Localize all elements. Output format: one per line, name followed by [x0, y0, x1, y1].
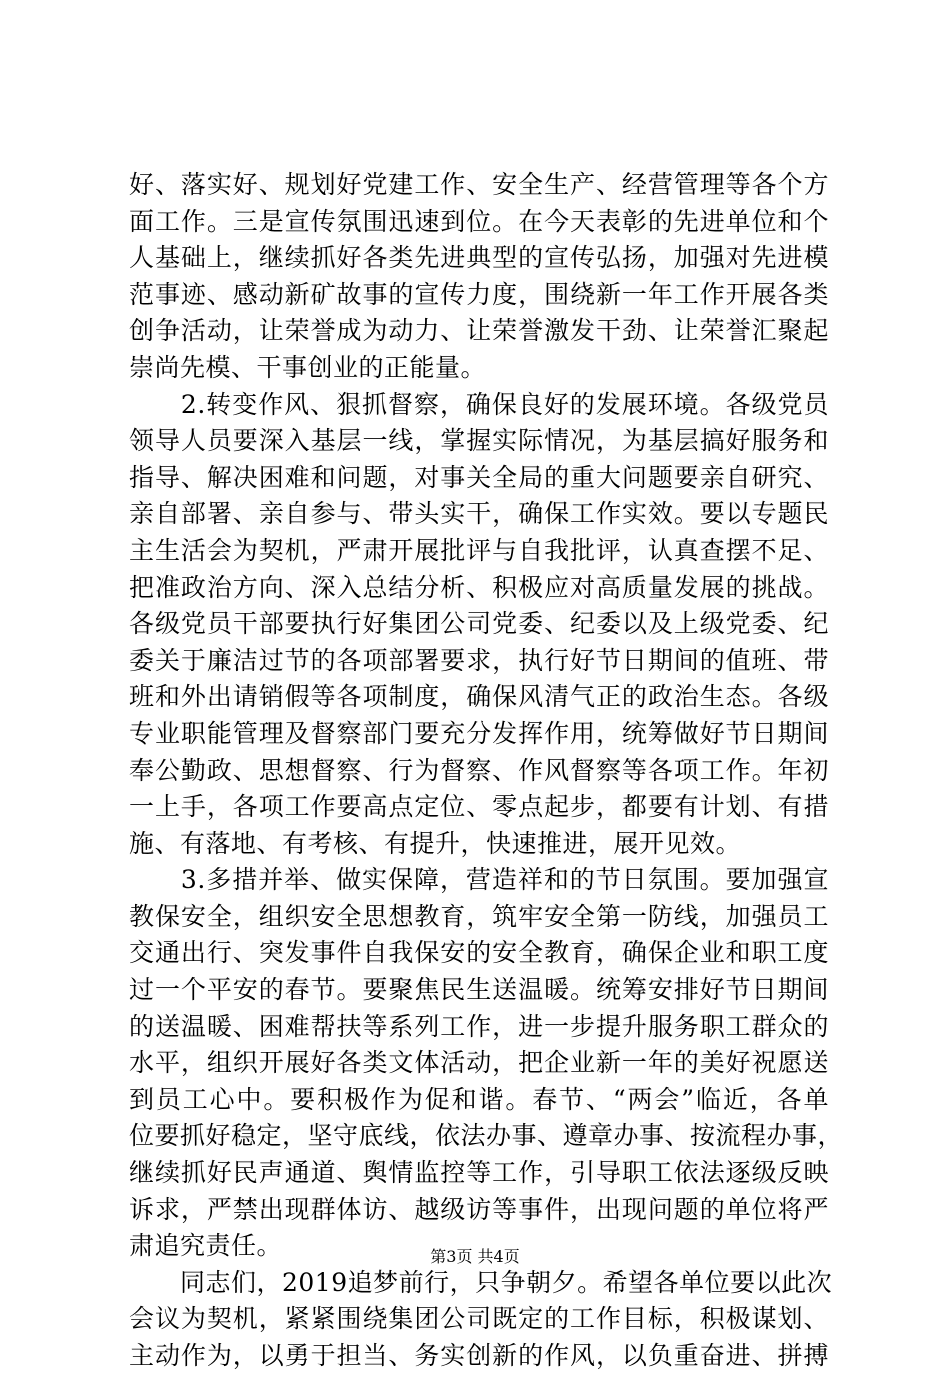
text-line: 2.转变作风、狠抓督察，确保良好的发展环境。各级党员 — [129, 389, 829, 419]
text-line: 人基础上，继续抓好各类先进典型的宣传弘扬，加强对先进模 — [129, 243, 829, 273]
text-line: 施、有落地、有考核、有提升，快速推进，展开见效。 — [129, 828, 742, 858]
text-line: 指导、解决困难和问题，对事关全局的重大问题要亲自研究、 — [129, 462, 829, 492]
text-line: 位要抓好稳定，坚守底线，依法办事、遵章办事、按流程办事， — [129, 1121, 844, 1151]
text-line: 奉公勤政、思想督察、行为督察、作风督察等各项工作。年初 — [129, 755, 829, 785]
text-line: 主生活会为契机，严肃开展批评与自我批评，认真查摆不足、 — [129, 535, 829, 565]
body-text — [129, 167, 844, 1375]
text-line: 继续抓好民声通道、舆情监控等工作，引导职工依法逐级反映 — [129, 1158, 829, 1188]
text-line: 的送温暖、困难帮扶等系列工作，进一步提升服务职工群众的 — [129, 1011, 829, 1041]
text-line: 教保安全，组织安全思想教育，筑牢安全第一防线，加强员工 — [129, 901, 829, 931]
text-line: 水平，组织开展好各类文体活动，把企业新一年的美好祝愿送 — [129, 1048, 829, 1078]
text-line: 一上手，各项工作要高点定位、零点起步，都要有计划、有措 — [129, 792, 829, 822]
text-line: 范事迹、感动新矿故事的宣传力度，围绕新一年工作开展各类 — [129, 279, 829, 309]
text-line: 同志们，2019追梦前行，只争朝夕。希望各单位要以此次 — [129, 1267, 833, 1297]
text-line: 主动作为，以勇于担当、务实创新的作风，以负重奋进、拼搏 — [129, 1341, 829, 1370]
text-line: 诉求，严禁出现群体访、越级访等事件，出现问题的单位将严 — [129, 1194, 829, 1224]
text-line: 交通出行、突发事件自我保安的安全教育，确保企业和职工度 — [129, 938, 829, 968]
text-line: 3.多措并举、做实保障，营造祥和的节日氛围。要加强宣 — [129, 865, 829, 895]
text-line: 过一个平安的春节。要聚焦民生送温暖。统筹安排好节日期间 — [129, 975, 829, 1005]
text-line: 把准政治方向、深入总结分析、积极应对高质量发展的挑战。 — [129, 572, 829, 602]
text-line: 各级党员干部要执行好集团公司党委、纪委以及上级党委、纪 — [129, 609, 829, 639]
text-line: 崇尚先模、干事创业的正能量。 — [129, 352, 487, 382]
text-line: 好、落实好、规划好党建工作、安全生产、经营管理等各个方 — [129, 170, 829, 199]
page-footer: 第3页 共4页 — [430, 1247, 520, 1266]
text-line: 会议为契机，紧紧围绕集团公司既定的工作目标，积极谋划、 — [129, 1304, 829, 1334]
text-line: 亲自部署、亲自参与、带头实干，确保工作实效。要以专题民 — [129, 499, 829, 529]
text-line: 面工作。三是宣传氛围迅速到位。在今天表彰的先进单位和个 — [129, 206, 829, 236]
text-line: 领导人员要深入基层一线，掌握实际情况，为基层搞好服务和 — [129, 426, 829, 456]
text-line: 创争活动，让荣誉成为动力、让荣誉激发干劲、让荣誉汇聚起 — [129, 316, 829, 346]
text-line: 专业职能管理及督察部门要充分发挥作用，统筹做好节日期间 — [129, 718, 829, 748]
text-line: 到员工心中。要积极作为促和谐。春节、“两会”临近，各单 — [129, 1084, 829, 1114]
text-line: 肃追究责任。 — [129, 1231, 283, 1261]
text-line: 班和外出请销假等各项制度，确保风清气正的政治生态。各级 — [129, 682, 829, 712]
text-line: 委关于廉洁过节的各项部署要求，执行好节日期间的值班、带 — [129, 645, 829, 675]
